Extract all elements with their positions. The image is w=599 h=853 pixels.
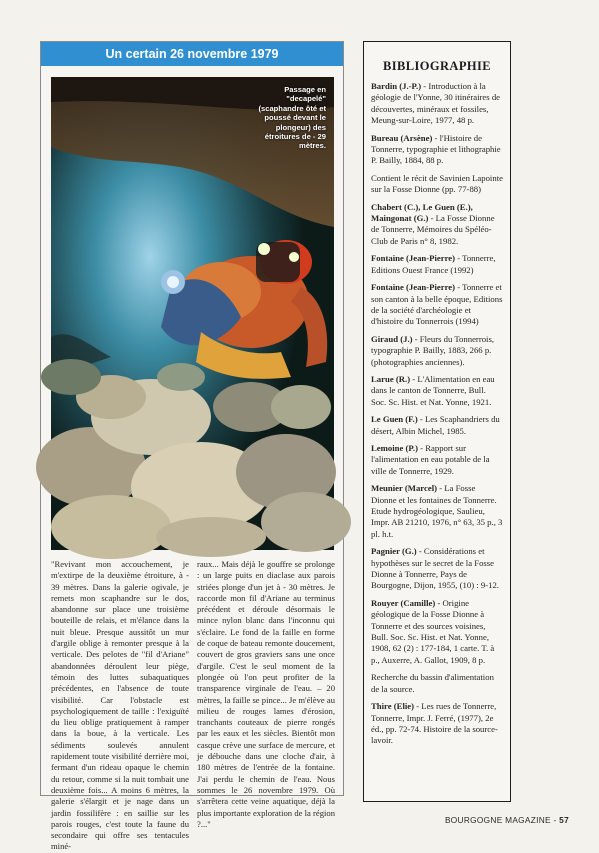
bibliography-reference: - Rapport sur l'alimentation en eau potable de la ville de Tonnerre, 1929. [371,442,490,476]
bibliography-heading: BIBLIOGRAPHIE [382,59,491,73]
bibliography-entry [371,81,503,127]
bibliography-reference: - Tonnerre et son canton à la belle époque, Editions de la société d'archéologie et d'histoire du Tonnerrois (1994) [371,282,503,327]
bibliography-reference: - Fleurs du Tonnerrois, typographie P. Bailly, 1883, 266 p. (photographies anciennes). [371,333,495,367]
bibliography-entry [371,672,503,695]
bibliography-reference: - La Fosse Dionne et les fontaines de Tonnerre. Etude hydrogéologique, Saulieu, Impr. AB 21210, 1976, n° 63, 35 p., 3 pl. h.t. [371,483,503,539]
footer-separator: - [550,815,560,825]
bibliography-box [363,41,511,802]
bibliography-entry [371,598,503,666]
bibliography-list [371,81,503,747]
bibliography-reference: - L'Alimentation en eau dans le canton de Tonnerre, Bull. Soc. Sc. Hist. et Nat. Yonne, 1921. [371,373,495,407]
bibliography-reference: - Les rues de Tonnerre, Tonnerre, Impr. J. Ferré, (1977), 2e éd., pp. 72-74. Histoire de la source-lavoir. [371,701,498,746]
bibliography-reference: Recherche du bassin d'alimentation de la source. [371,672,494,694]
bibliography-author: Larue (R.) [371,373,411,384]
bibliography-author: Fontaine (Jean-Pierre) [371,282,456,293]
story-column-1: "Revivant mon accouchement, je m'extirpe de la deuxième étroiture, à - 39 mètres. Dans la galerie ogivale, je remets mon scaphandre sur le dos, abandonne sur place une troisième bouteille de relais, et m'élance dans la nuit bleue. Presque aussitôt un mur d'argile oblige à remonter presque à la verticale. Des pelotes de "fil d'Ariane" abandonnées déroulent leur piège, témoin des luttes subaquatiques précédentes, en l'absence de toute visibilité. Car l'obstacle est psychologiquement de taille : l'exiguïté du lieu oblige pratiquement à ramper dans la boue, à la verticale. Les sédiments soulevés annulent rapidement toute visibilité derrière moi, fermant d'un rideau opaque le chemin du retour, comme si la nuit tombait une deuxième fois... A moins 6 mètres, la galerie s'élargit et je nage dans un jardin fossilifère : en saillie sur les parois rouges, c'est toute la faune du secondaire qui offre ses tentacules miné- [51,559,192,852]
bibliography-author: Bureau (Arsène) [371,132,433,143]
bibliography-entry [371,546,503,592]
bibliography-reference: - Les Scaphandriers du désert, Albin Michel, 1985. [371,414,500,436]
bibliography-entry [371,202,503,248]
diver-photo [51,77,334,550]
bibliography-author: Giraud (J.) [371,333,413,344]
bibliography-entry [371,443,503,477]
bibliography-author: Fontaine (Jean-Pierre) [371,253,456,264]
page-footer [445,815,569,825]
photo-caption: Passage en "decapelé" (scaphandre ôté et poussé devant le plongeur) des étroitures de - 29 mètres. [258,85,326,151]
bibliography-author: Pagnier (G.) [371,546,417,557]
bibliography-reference: Contient le récit de Savinien Lapointe sur la Fosse Dionne (pp. 77-88) [371,172,503,195]
page-number: 57 [559,815,569,825]
bibliography-author: Meunier (Marcel) [371,483,438,494]
bibliography-reference: - Tonnerre, Editions Ouest France (1992) [371,253,496,275]
story-column-2: raux... Mais déjà le gouffre se prolonge : un large puits en diaclase aux parois striées plonge d'un jet à - 30 mètres. Je raccorde mon fil d'Ariane au terminus précédent et déroule désormais le mince nylon blanc dans l'inconnu qui s'éclaire. Le fond de la faille en forme de coque de bateau remonte doucement, couvert de gros graviers sans une once d'argile. C'est le seul moment de la plongée où l'on peut profiter de la transparence virginale de l'eau. – 20 mètres, la faille se pince... Je m'élève au milieu de rouges lames d'érosion, tranchants couteaux de pierre rongés par les eaux et les siècles. Bientôt mon casque crève une surface de mercure, et je débouche dans une cloche d'air, à 180 mètres de l'entrée de la fontaine. J'ai perdu le chemin de l'eau. Nous sommes le 26 novembre 1979. Où s'arrêtera cette veine aquatique, déjà la plus importante exploration de la région ?..." [197,559,338,829]
sidebar-title: Un certain 26 novembre 1979 [41,42,343,66]
bibliography-author: Le Guen (F.) [371,414,418,425]
bibliography-author: Thire (Elie) [371,701,415,712]
article-sidebar [40,41,344,852]
bibliography-entry [371,414,503,437]
bibliography-reference: - l'Histoire de Tonnerre, typographie et lithographie P. Bailly, 1884, 88 p. [371,132,501,166]
bibliography-entry [371,282,503,328]
bibliography-entry [371,701,503,747]
bibliography-entry [371,173,503,196]
bibliography-entry [371,334,503,368]
bibliography-reference: - Considérations et hypothèses sur le secret de la Fosse Dionne à Tonnerre, Pays de Bourgogne, Dijon, 1955, (10) : 9-12. [371,546,499,591]
bibliography-reference: - La Fosse Dionne de Tonnerre, Mémoires du Spéléo-Club de Paris n° 8, 1982. [371,213,495,246]
bibliography-entry [371,133,503,167]
bibliography-author: Chabert (C.), Le Guen (E.), Maingonat (G.) [371,201,473,224]
bibliography-reference: - Introduction à la géologie de l'Yonne, 30 itinéraires de découvertes, minéraux et fossiles, Meung-sur-Loire, 1977, 48 p. [371,81,501,126]
bibliography-entry [371,374,503,408]
magazine-name: BOURGOGNE MAGAZINE [444,815,551,825]
bibliography-reference: - Origine géologique de la Fosse Dionne à Tonnerre et des sources voisines, Bull. Soc. Sc. Hist. et Nat. Yonne, 1908, 62 (2) : 177-184, 1 carte. T. à p., Auxerre, A. Gallot, 1909, 8 p. [371,597,495,665]
bibliography-author: Rouyer (Camille) [371,597,436,608]
bibliography-entry [371,483,503,540]
bibliography-author: Bardin (J.-P.) [371,81,422,91]
bibliography-author: Lemoine (P.) [371,442,418,453]
story-text [51,559,338,852]
bibliography-entry [371,253,503,276]
